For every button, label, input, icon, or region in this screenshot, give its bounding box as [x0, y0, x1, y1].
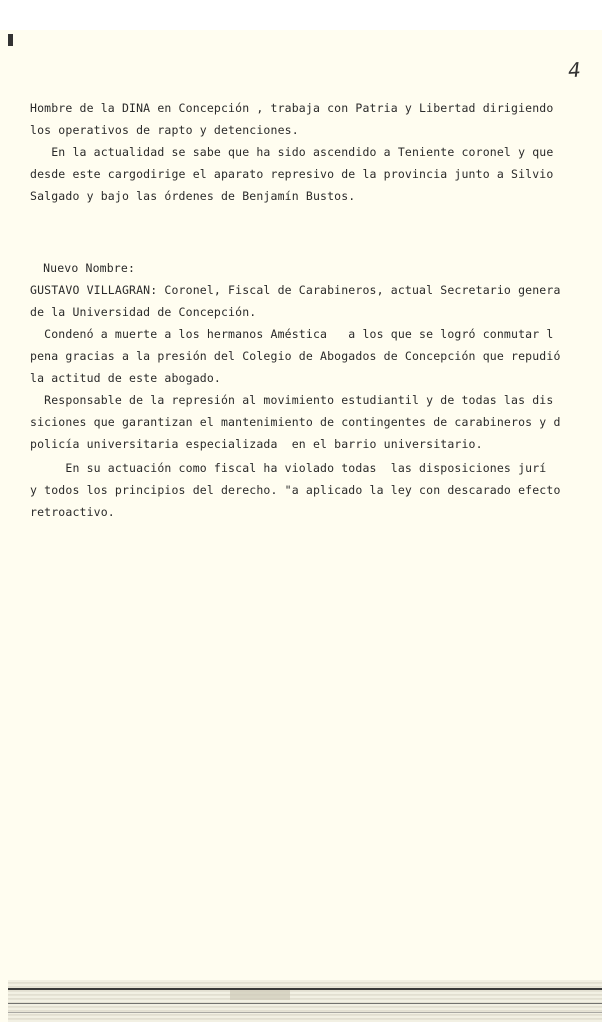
text-line-12: Responsable de la represión al movimiento estudiantil y de todas las dis	[30, 393, 554, 407]
text-line-15: En su actuación como fiscal ha violado todas las disposiciones jurí	[30, 461, 547, 475]
text-line-10: pena gracias a la presión del Colegio de Abogados de Concepción que repudió	[30, 349, 561, 363]
text-line-9: Condenó a muerte a los hermanos Améstica a los que se logró conmutar l	[30, 327, 554, 341]
page-number: 4	[567, 57, 582, 83]
scan-footer-rule-3	[8, 1012, 602, 1013]
text-line-17: retroactivo.	[30, 505, 115, 519]
text-line-16: y todos los principios del derecho. "a aplicado la ley con descarado efecto	[30, 483, 561, 497]
text-line-13: siciones que garantizan el mantenimiento de contingentes de carabineros y d	[30, 415, 561, 429]
text-line-8: de la Universidad de Concepción.	[30, 305, 257, 319]
text-line-5: Salgado y bajo las órdenes de Benjamín Bustos.	[30, 189, 356, 203]
text-line-14: policía universitaria especializada en el barrio universitario.	[30, 437, 483, 451]
scan-footer-rule-2	[8, 1003, 602, 1004]
scan-footer-stamp	[230, 990, 290, 1000]
scan-footer-band	[8, 980, 602, 1022]
text-line-3: En la actualidad se sabe que ha sido ascendido a Teniente coronel y que	[30, 145, 554, 159]
top-margin	[0, 0, 602, 30]
text-line-1: Hombre de la DINA en Concepción , trabaja con Patria y Libertad dirigiendo	[30, 101, 554, 115]
section-heading: Nuevo Nombre:	[36, 261, 136, 275]
text-line-11: la actitud de este abogado.	[30, 371, 221, 385]
text-line-7: GUSTAVO VILLAGRAN: Coronel, Fiscal de Carabineros, actual Secretario genera	[30, 283, 561, 297]
corner-mark	[8, 34, 13, 46]
text-line-4: desde este cargodirige el aparato represivo de la provincia junto a Silvio	[30, 167, 554, 181]
scan-footer-rule	[8, 988, 602, 990]
text-line-2: los operativos de rapto y detenciones.	[30, 123, 299, 137]
